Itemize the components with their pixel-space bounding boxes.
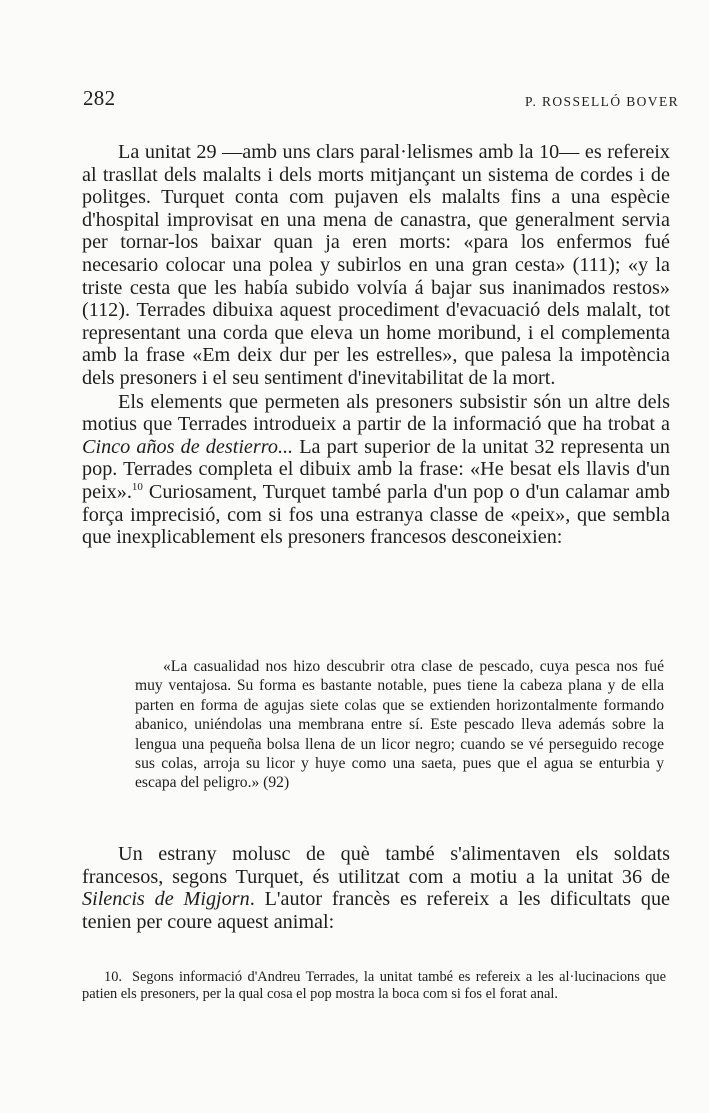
paragraph-unit-36	[82, 843, 670, 933]
running-head-author: P. ROSSELLÓ BOVER	[525, 94, 679, 109]
footnote-number: 10.	[104, 969, 122, 985]
paragraph-text: Els elements que permeten als presoners subsistir són un altre dels motius que Terrades introdueix a partir de la informació que ha trobat a	[82, 390, 670, 436]
running-header	[82, 84, 679, 114]
page-number: 282	[83, 86, 116, 110]
book-title-italic: Silencis de Migjorn	[82, 888, 250, 911]
main-text	[82, 141, 670, 549]
book-title-italic: Cinco años de destierro...	[82, 435, 294, 458]
paragraph-text: Curiosament, Turquet també parla d'un pop o d'un calamar amb força imprecisió, com si fos una estranya classe de «peix», que sembla que inexplicablement els presoners francesos desconeixien:	[82, 480, 670, 549]
quote-text: «La casualidad nos hizo descubrir otra clase de pescado, cuya pesca nos fué muy ventajosa. Su forma es bastante notable, pues tiene la cabeza plana y de ella parten en forma de agujas siete colas que se extienden horizontalmente formando abanico, uniéndolas una membrana entre sí. Este pescado lleva además sobre la lengua una pequeña bolsa llena de un licor negro; cuando se vé perseguido recoge sus colas, arroja su licor y huye como una saeta, pues que el agua se enturbia y escapa del peligro.» (92)	[135, 658, 664, 792]
footnote-text: Segons informació d'Andreu Terrades, la unitat també es refereix a les al·lucinacions que patien els presoners, per la qual cosa el pop mostra la boca com si fos el forat anal.	[82, 969, 666, 1003]
paragraph-text: La part superior de la unitat 32 representa un pop. Terrades completa el dibuix amb la frase: «He besat els llavis d'un peix».	[82, 435, 670, 503]
paragraph-text: . L'autor francès es refereix a les dificultats que tenien per coure aquest animal:	[82, 888, 671, 933]
paragraph-unit-32	[82, 391, 670, 549]
block-quote	[135, 657, 664, 793]
footnote-reference: 10	[131, 480, 143, 493]
main-text-continued	[82, 843, 670, 933]
footnote	[82, 969, 666, 1003]
footnote-10	[82, 969, 666, 1003]
paragraph-unit-29: La unitat 29 —amb uns clars paral·lelismes amb la 10— es refereix al trasllat dels malalts i dels morts mitjançant un sistema de cordes i de politges. Turquet conta com pujaven els malalts fins a una espècie d'hospital improvisat en una mena de canastra, que generalment servia per tornar-los baixar quan ja eren morts: «para los enfermos fué necesario colocar una polea y subirlos en una gran cesta» (111); «y la triste cesta que les había subido volvía á bajar sus inanimados restos» (112). Terrades dibuixa aquest procediment d'evacuació dels malalt, tot representant una corda que eleva un home moribund, i el complementa amb la frase «Em deix dur per les estrelles», que palesa la impotència dels presoners i el seu sentiment d'inevitabilitat de la mort.	[82, 141, 670, 389]
paragraph-text: Un estrany molusc de què també s'alimentaven els soldats francesos, segons Turquet, és utilitzat com a motiu a la unitat 36 de	[82, 843, 670, 888]
